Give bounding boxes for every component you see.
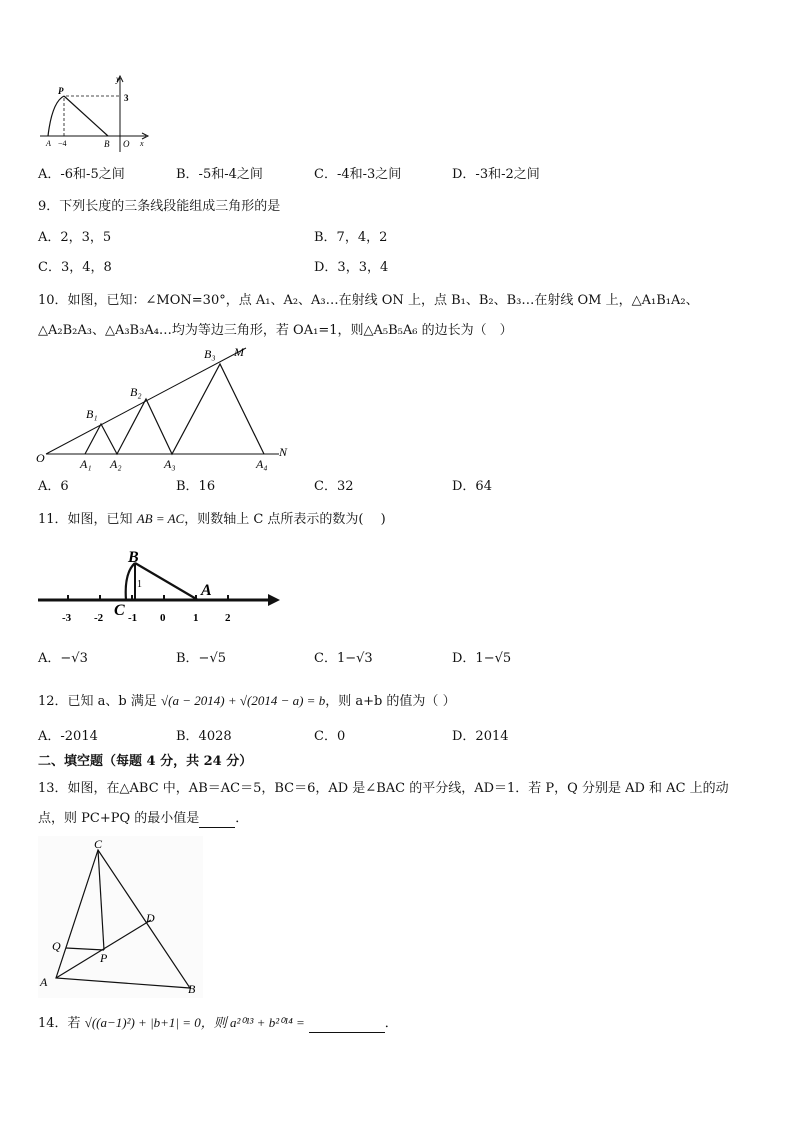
q8-label-neg4: −4 bbox=[58, 139, 67, 148]
q8-label-a: A bbox=[46, 139, 51, 148]
q13-label-p: P bbox=[100, 951, 108, 965]
q12-stem bbox=[38, 692, 456, 711]
q11-option-b: B．−√5 bbox=[176, 651, 227, 666]
section-2-heading: 二、填空题（每题 4 分，共 24 分） bbox=[38, 754, 253, 769]
q9-option-a: A．2，3，5 bbox=[38, 230, 112, 245]
q13-stem-line2 bbox=[38, 810, 248, 828]
q13-label-c: C bbox=[94, 837, 103, 851]
q11-tick-n2: -2 bbox=[94, 612, 104, 624]
q8-option-d: D．-3和-2之间 bbox=[452, 167, 540, 182]
q13-label-b: B bbox=[188, 982, 196, 996]
q8-label-b: B bbox=[104, 139, 110, 149]
q14-stem-end: ． bbox=[384, 1016, 398, 1031]
q10-figure bbox=[34, 342, 296, 472]
q12-option-a: A．-2014 bbox=[38, 729, 98, 744]
q11-tick-0: 0 bbox=[160, 612, 166, 624]
q8-label-o: O bbox=[123, 139, 130, 149]
q11-stem-prefix: 11．如图，已知 bbox=[38, 512, 137, 527]
q11-label-c: C bbox=[114, 602, 125, 619]
q12-stem-suffix: ，则 a+b 的值为（ ） bbox=[325, 694, 456, 709]
q8-option-a: A．-6和-5之间 bbox=[38, 167, 125, 182]
q13-label-d: D bbox=[146, 911, 155, 925]
q12-option-d: D．2014 bbox=[452, 729, 509, 744]
q9-option-d: D．3，3，4 bbox=[314, 260, 389, 275]
q9-option-b: B．7，4，2 bbox=[314, 230, 388, 245]
q11-label-b: B bbox=[128, 549, 139, 566]
q11-label-1-seg: 1 bbox=[137, 579, 142, 590]
q8-label-3: 3 bbox=[124, 93, 129, 103]
q10-label-a2: A₂ bbox=[110, 457, 122, 471]
q11-tick-2: 2 bbox=[225, 612, 231, 624]
q13-label-a: A bbox=[40, 975, 48, 989]
q8-option-b: B．-5和-4之间 bbox=[176, 167, 263, 182]
q13-stem-text: 点，则 PC+PQ 的最小值是 bbox=[38, 811, 200, 826]
q10-label-m: M bbox=[234, 345, 244, 359]
q13-figure bbox=[38, 836, 203, 998]
q12-stem-math: √(a − 2014) + √(2014 − a) = b bbox=[161, 693, 326, 708]
q14-stem bbox=[38, 1014, 398, 1033]
q13-answer-blank[interactable] bbox=[199, 813, 235, 828]
q10-stem-line2: △A₂B₂A₃、△A₃B₃A₄…均为等边三角形，若 OA₁=1，则△A₅B₅A₆ 的边长为（ ） bbox=[38, 323, 513, 338]
q14-answer-blank[interactable] bbox=[309, 1018, 385, 1033]
q10-option-a: A．6 bbox=[38, 479, 69, 494]
q8-figure bbox=[38, 74, 153, 154]
q12-option-b: B．4028 bbox=[176, 729, 232, 744]
q10-label-b1: B₁ bbox=[86, 407, 98, 421]
q11-option-a: A．−√3 bbox=[38, 651, 88, 666]
q11-option-c: C．1−√3 bbox=[314, 651, 373, 666]
q10-label-b2: B₂ bbox=[130, 385, 142, 399]
q11-tick-1: 1 bbox=[193, 612, 199, 624]
q8-label-y: y bbox=[116, 74, 120, 84]
q14-stem-math: √((a−1)²) + |b+1| = 0，则 a²⁰¹³ + b²⁰¹⁴ = bbox=[84, 1015, 305, 1030]
q10-label-b3: B₃ bbox=[204, 347, 216, 361]
q10-label-a3: A₃ bbox=[164, 457, 176, 471]
q13-stem-end: ． bbox=[235, 811, 249, 826]
q13-stem-line1: 13．如图，在△ABC 中，AB＝AC＝5，BC＝6，AD 是∠BAC 的平分线，AD＝1．若 P，Q 分别是 AD 和 AC 上的动 bbox=[38, 781, 729, 796]
q11-option-d: D．1−√5 bbox=[452, 651, 512, 666]
q11-stem-suffix: ，则数轴上 C 点所表示的数为( ) bbox=[184, 512, 386, 527]
q10-label-o: O bbox=[36, 451, 45, 465]
q10-option-d: D．64 bbox=[452, 479, 492, 494]
q11-stem-math: AB = AC bbox=[136, 511, 185, 526]
q11-tick-n3: -3 bbox=[62, 612, 72, 624]
q13-label-q: Q bbox=[52, 939, 61, 953]
q8-label-x: x bbox=[140, 139, 144, 148]
q12-stem-prefix: 12．已知 a、b 满足 bbox=[38, 694, 162, 709]
q10-label-n: N bbox=[279, 445, 288, 459]
q11-label-a: A bbox=[201, 582, 212, 599]
q11-figure bbox=[36, 545, 284, 627]
q9-option-c: C．3，4，8 bbox=[38, 260, 112, 275]
q11-tick-n1: -1 bbox=[128, 612, 138, 624]
q10-option-c: C．32 bbox=[314, 479, 354, 494]
q14-stem-prefix: 14．若 bbox=[38, 1016, 85, 1031]
q8-label-p: P bbox=[58, 86, 64, 96]
q10-label-a1: A₁ bbox=[80, 457, 92, 471]
q11-stem bbox=[38, 510, 386, 529]
q10-label-a4: A₄ bbox=[256, 457, 268, 471]
q12-option-c: C．0 bbox=[314, 729, 346, 744]
q10-stem-line1: 10．如图，已知：∠MON=30°，点 A₁、A₂、A₃…在射线 ON 上，点 B₁、B₂、B₃…在射线 OM 上，△A₁B₁A₂、 bbox=[38, 293, 699, 308]
q9-stem: 9．下列长度的三条线段能组成三角形的是 bbox=[38, 199, 281, 214]
q8-option-c: C．-4和-3之间 bbox=[314, 167, 402, 182]
q10-option-b: B．16 bbox=[176, 479, 216, 494]
